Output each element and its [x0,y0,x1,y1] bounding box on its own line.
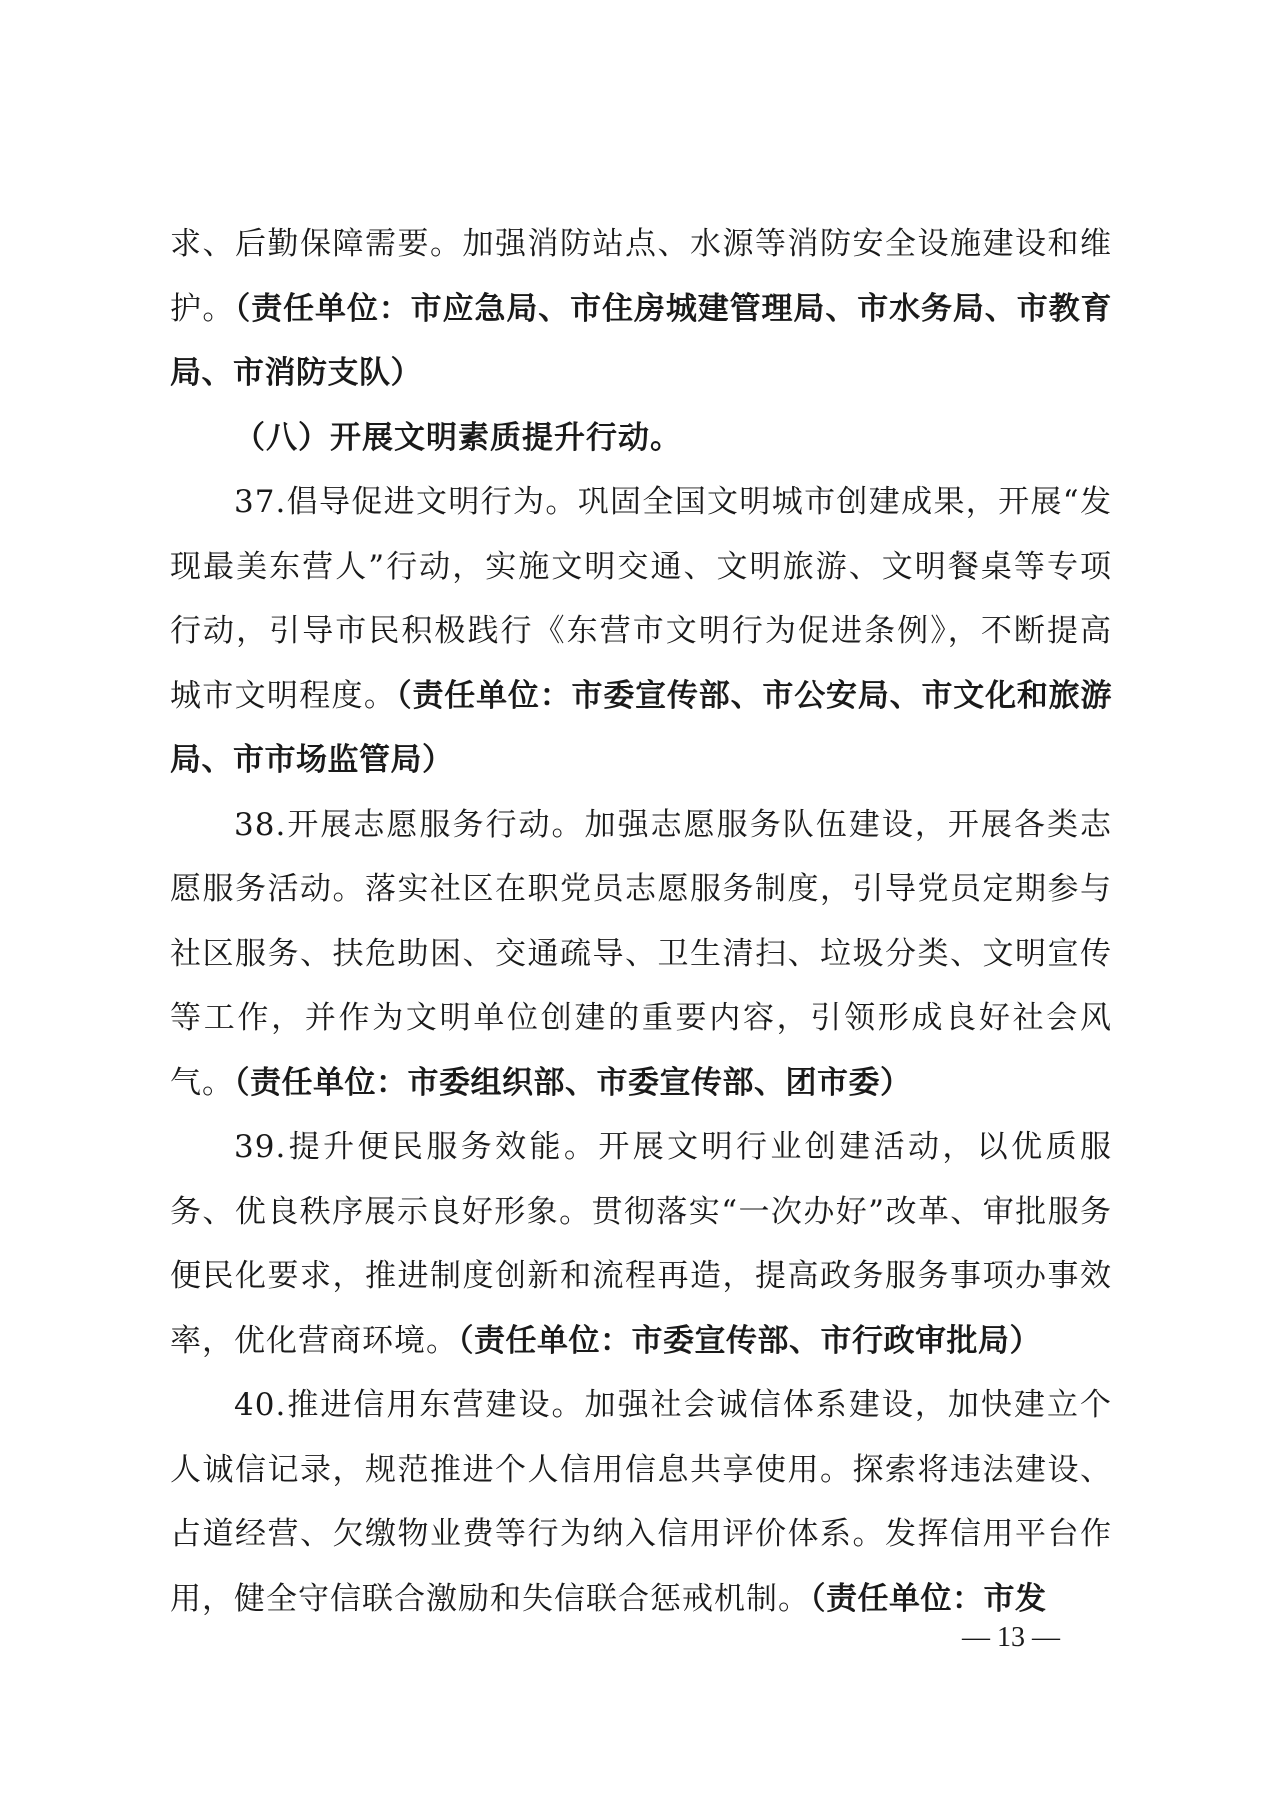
paragraph-fire-safety [170,212,1112,406]
responsible-units: （责任单位：市委组织部、市委宣传部、团市委） [234,1064,912,1101]
paragraph-40 [170,1373,1112,1631]
responsible-units: （责任单位：市发 [810,1580,1047,1617]
paragraph-text: 38.开展志愿服务行动。加强志愿服务队伍建设，开展各类志愿服务活动。落实社区在职党员志愿服务制度，引导党员定期参与社区服务、扶危助困、交通疏导、卫生清扫、垃圾分类、文明宣传等工作，并作为文明单位创建的重要内容，引领形成良好社会风气。 [170,806,1112,1101]
paragraph-text: 39.提升便民服务效能。开展文明行业创建活动，以优质服务、优良秩序展示良好形象。贯彻落实“一次办好”改革、审批服务便民化要求，推进制度创新和流程再造，提高政务服务事项办事效率，优化营商环境。 [170,1129,1112,1359]
page-number: — 13 — [962,1622,1060,1653]
responsible-units: （责任单位：市应急局、市住房城建管理局、市水务局、市教育局、市消防支队） [170,290,1113,391]
body-text [170,212,1112,1631]
paragraph-text: 40.推进信用东营建设。加强社会诚信体系建设，加快建立个人诚信记录，规范推进个人信用信息共享使用。探索将违法建设、占道经营、欠缴物业费等行为纳入信用评价体系。发挥信用平台作用，健全守信联合激励和失信联合惩戒机制。 [170,1387,1112,1617]
section-heading-text: （八）开展文明素质提升行动。 [234,419,682,456]
responsible-units: （责任单位：市委宣传部、市行政审批局） [458,1322,1041,1359]
paragraph-38 [170,793,1112,1116]
section-heading [170,406,1112,471]
responsible-units: （责任单位：市委宣传部、市公安局、市文化和旅游局、市市场监管局） [170,677,1112,778]
paragraph-text: 37.倡导促进文明行为。巩固全国文明城市创建成果，开展“发现最美东营人”行动，实施文明交通、文明旅游、文明餐桌等专项行动，引导市民积极践行《东营市文明行为促进条例》，不断提高城市文明程度。 [170,484,1112,714]
paragraph-text: 求、后勤保障需要。加强消防站点、水源等消防安全设施建设和维护。 [170,226,1112,327]
paragraph-37 [170,470,1112,793]
paragraph-39 [170,1115,1112,1373]
